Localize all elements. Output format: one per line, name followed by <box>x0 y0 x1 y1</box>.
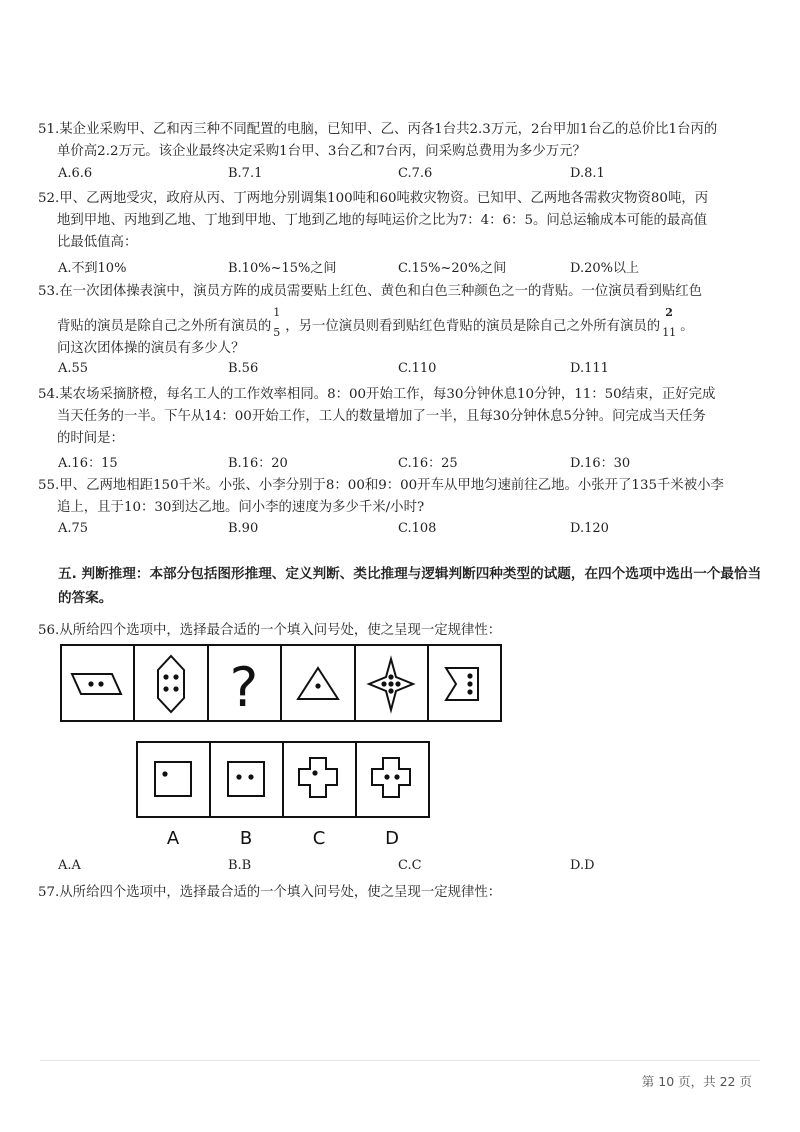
question-53 <box>38 281 760 360</box>
option-b[interactable]: B.56 <box>228 361 259 376</box>
option-d[interactable]: D.120 <box>570 521 609 536</box>
option-a[interactable]: A.6.6 <box>58 166 93 181</box>
option-c[interactable]: C.110 <box>398 361 437 376</box>
options-figure <box>133 740 431 850</box>
fraction-two-elevenths: 2 11 <box>662 306 677 339</box>
page-number: 第 10 页，共 22 页 <box>641 1074 752 1089</box>
question-51-line1: 51.某企业采购甲、乙和丙三种不同配置的电脑，已知甲、乙、丙各1台共2.3万元，2台甲加1台乙的总价比1台丙的 <box>38 122 718 137</box>
sequence-figure <box>60 644 502 722</box>
figure-label-b: B <box>239 828 253 849</box>
question-52 <box>38 188 760 254</box>
option-d[interactable]: D.8.1 <box>570 166 605 181</box>
option-a[interactable]: A.不到10% <box>58 261 127 276</box>
fraction-one-fifth: 1 5 <box>273 306 281 339</box>
question-52-line2: 地到甲地、丙地到乙地、丁地到甲地、丁地到乙地的每吨运价之比为7：4：6：5。问总运输成本可能的最高值 <box>57 213 708 228</box>
question-57-stem: 57.从所给四个选项中，选择最合适的一个填入问号处，使之呈现一定规律性： <box>38 885 502 900</box>
question-51 <box>38 119 760 163</box>
question-54-line1: 54.某农场采摘脐橙，每名工人的工作效率相同。8：00开始工作，每30分钟休息10分钟，11：50结束，正好完成 <box>38 387 716 402</box>
option-d[interactable]: D.111 <box>570 361 609 376</box>
figure-label-d: D <box>385 828 399 849</box>
option-d[interactable]: D.20%以上 <box>570 261 639 276</box>
question-53-line3: 问这次团体操的演员有多少人？ <box>57 341 245 356</box>
option-a[interactable]: A.16：15 <box>58 456 118 471</box>
question-54 <box>38 384 760 450</box>
option-b[interactable]: B.B <box>228 858 252 873</box>
question-52-line3: 比最低值高： <box>57 235 138 250</box>
question-53-line1: 53.在一次团体操表演中，演员方阵的成员需要贴上红色、黄色和白色三种颜色之一的背贴。一位演员看到贴红色 <box>38 284 703 299</box>
option-c[interactable]: C.16：25 <box>398 456 458 471</box>
question-52-line1: 52.甲、乙两地受灾，政府从丙、丁两地分别调集100吨和60吨救灾物资。已知甲、乙两地各需救灾物资80吨，丙 <box>38 191 709 206</box>
option-c[interactable]: C.C <box>398 858 422 873</box>
option-a[interactable]: A.A <box>58 858 81 873</box>
question-54-line3: 的时间是： <box>57 431 124 446</box>
option-c[interactable]: C.7.6 <box>398 166 433 181</box>
question-55 <box>38 475 760 519</box>
option-c[interactable]: C.15%~20%之间 <box>398 261 507 276</box>
option-d[interactable]: D.16：30 <box>570 456 631 471</box>
figure-label-a: A <box>166 828 180 849</box>
footer-divider <box>40 1060 760 1061</box>
section-5-heading: 五. 判断推理：本部分包括图形推理、定义判断、类比推理与逻辑判断四种类型的试题，在四个选项中选出一个最恰当的答案。 <box>58 566 762 606</box>
option-b[interactable]: B.16：20 <box>228 456 288 471</box>
question-51-line2: 单价高2.2万元。该企业最终决定采购1台甲、3台乙和7台丙，问采购总费用为多少万元？ <box>57 144 586 159</box>
option-a[interactable]: A.75 <box>58 521 89 536</box>
question-mark: ? <box>229 656 259 719</box>
option-b[interactable]: B.90 <box>228 521 259 536</box>
option-c[interactable]: C.108 <box>398 521 437 536</box>
option-d[interactable]: D.D <box>570 858 595 873</box>
option-a[interactable]: A.55 <box>58 361 89 376</box>
question-53-line2: 背贴的演员是除自己之外所有演员的 1 5 ，另一位演员则看到贴红色背贴的演员是除自己之外所有演员的 2 11 。 <box>57 306 694 339</box>
question-55-line1: 55.甲、乙两地相距150千米。小张、小李分别于8：00和9：00开车从甲地匀速前往乙地。小张开了135千米被小李 <box>38 478 724 493</box>
question-54-line2: 当天任务的一半。下午从14：00开始工作，工人的数量增加了一半，且每30分钟休息5分钟。问完成当天任务 <box>57 409 706 424</box>
option-b[interactable]: B.7.1 <box>228 166 263 181</box>
option-b[interactable]: B.10%~15%之间 <box>228 261 337 276</box>
question-56-stem: 56.从所给四个选项中，选择最合适的一个填入问号处，使之呈现一定规律性： <box>38 623 502 638</box>
question-55-line2: 追上，且于10：30到达乙地。问小李的速度为多少千米/小时? <box>57 500 425 515</box>
figure-label-c: C <box>312 828 326 849</box>
